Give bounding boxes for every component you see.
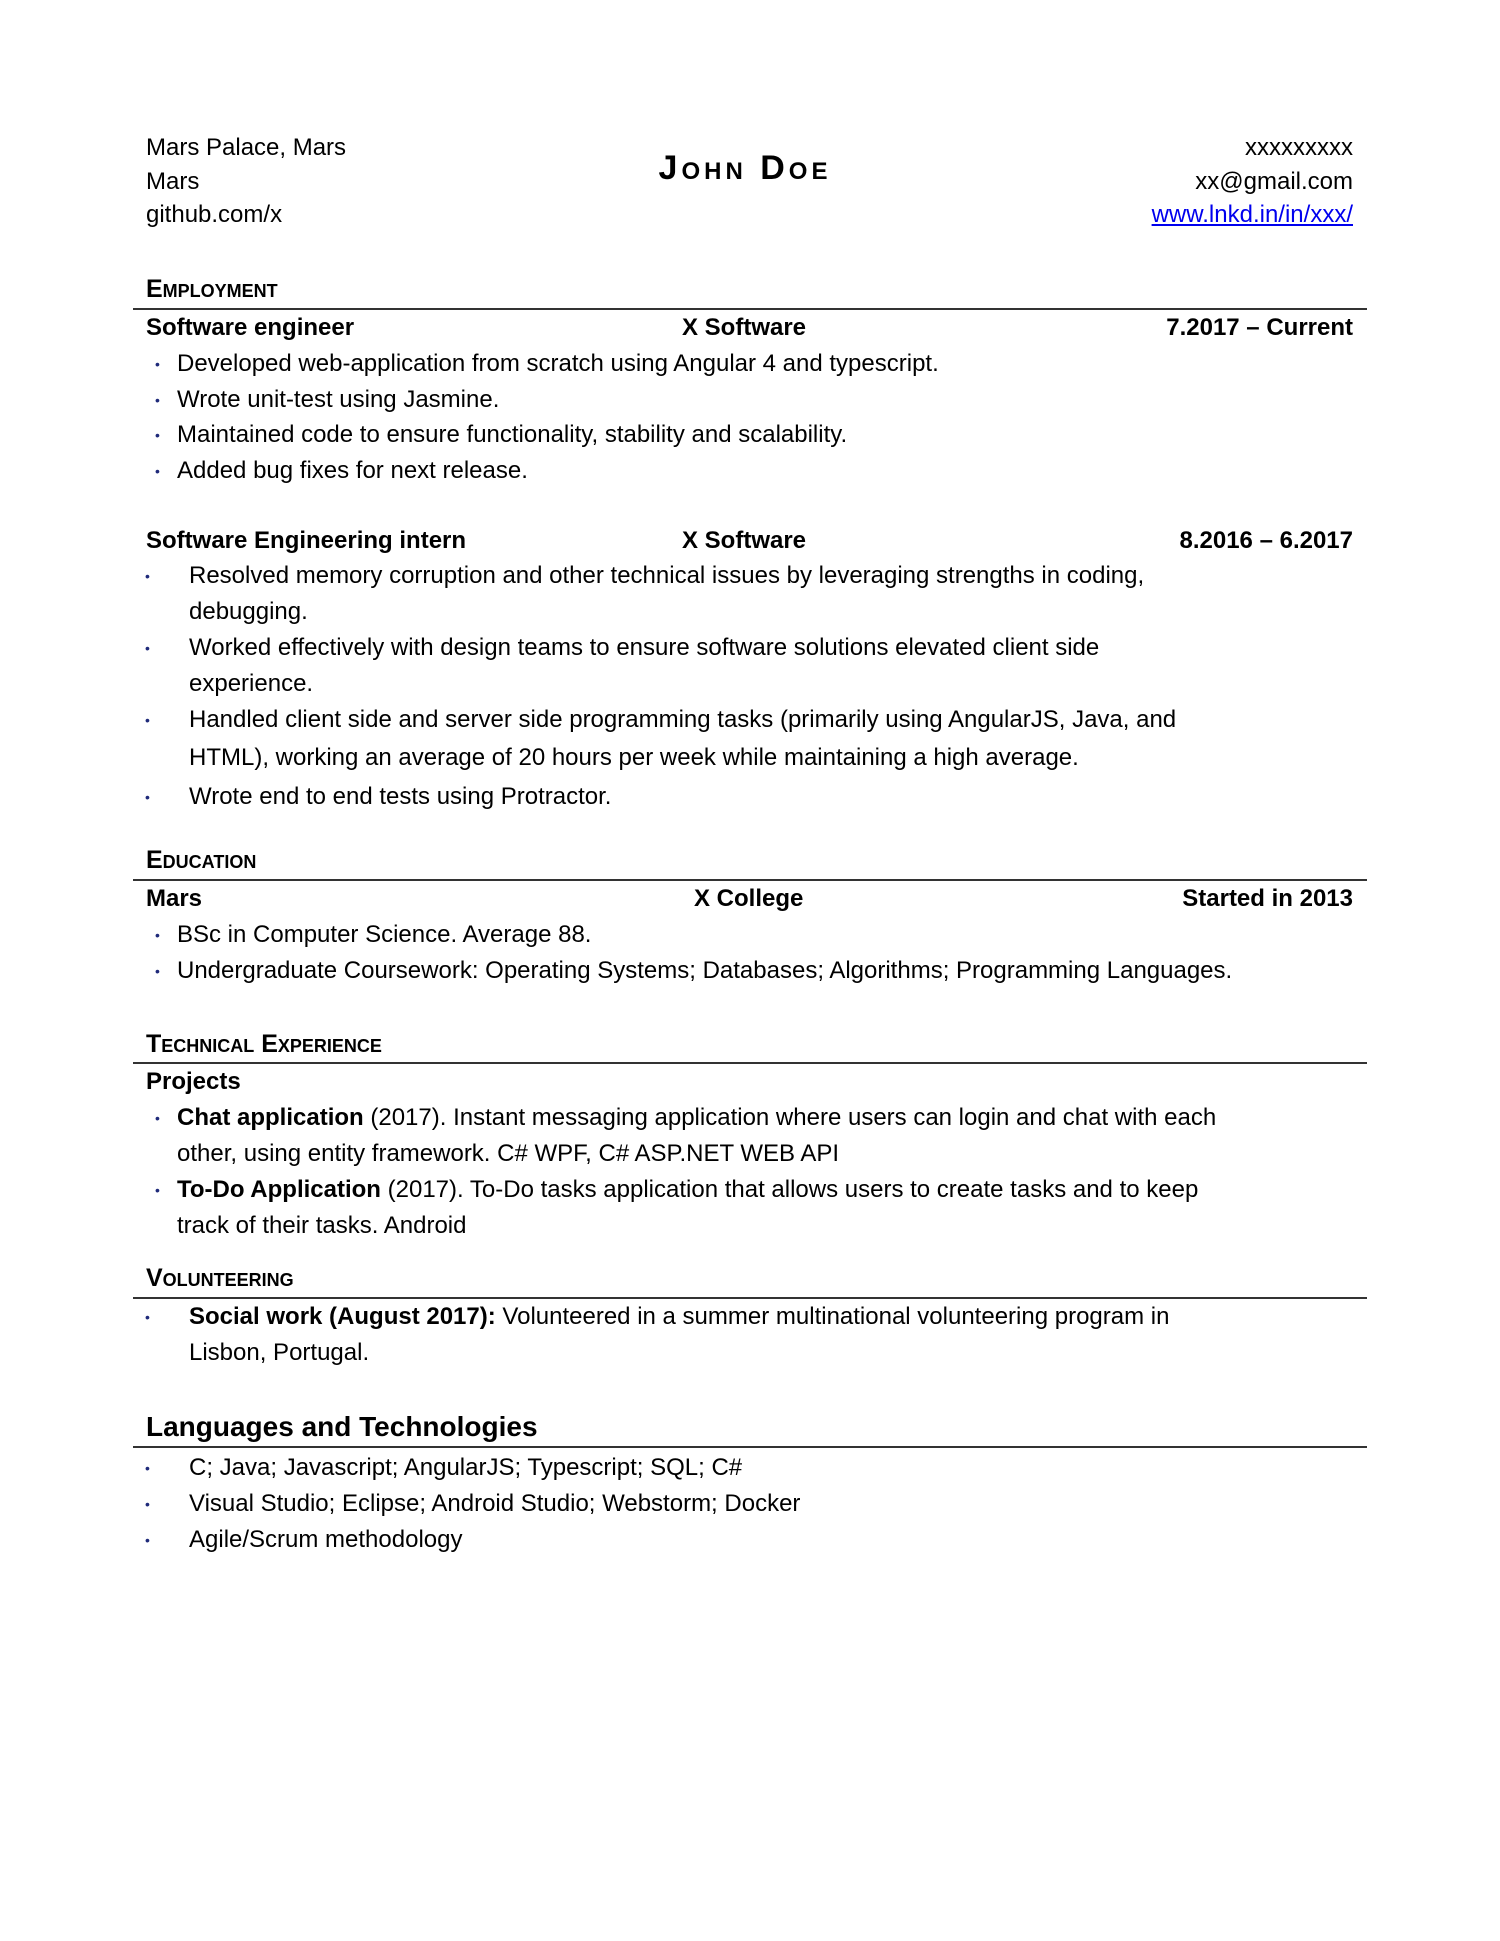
bullet-icon: • — [155, 963, 160, 979]
bullet-text: Wrote end to end tests using Protractor. — [189, 783, 612, 810]
volunteering-desc-cont: Lisbon, Portugal. — [189, 1339, 370, 1366]
volunteering-desc: Volunteered in a summer multinational volunteering program in — [495, 1303, 1170, 1330]
bullet-text: BSc in Computer Science. Average 88. — [177, 921, 592, 948]
project-desc-cont: track of their tasks. Android — [177, 1212, 467, 1239]
bullet-icon: • — [155, 392, 160, 408]
volunteering-title: Social work (August 2017): — [189, 1303, 496, 1330]
section-divider — [133, 1062, 1367, 1064]
bullet-text: Maintained code to ensure functionality, stability and scalability. — [177, 421, 848, 448]
section-divider — [133, 1446, 1367, 1448]
bullet-text: Added bug fixes for next release. — [177, 457, 528, 484]
bullet-icon: • — [145, 640, 150, 656]
project-item — [177, 1172, 1198, 1208]
job-dates: 7.2017 – Current — [1166, 314, 1353, 341]
bullet-icon: • — [145, 1309, 150, 1325]
bullet-icon: • — [145, 1496, 150, 1512]
bullet-text: Developed web-application from scratch using Angular 4 and typescript. — [177, 350, 939, 377]
bullet-text: Agile/Scrum methodology — [189, 1526, 463, 1553]
job-title: Software Engineering intern — [146, 527, 467, 554]
project-desc: (2017). Instant messaging application where users can login and chat with each — [363, 1104, 1217, 1131]
bullet-icon: • — [155, 1110, 160, 1126]
project-item — [177, 1100, 1216, 1136]
job-title: Software engineer — [146, 314, 355, 341]
address-line: Mars Palace, Mars — [146, 134, 347, 161]
education-school: X College — [694, 885, 804, 912]
bullet-text: Visual Studio; Eclipse; Android Studio; Webstorm; Docker — [189, 1490, 801, 1517]
bullet-text: Resolved memory corruption and other technical issues by leveraging strengths in coding, — [189, 562, 1145, 589]
bullet-icon: • — [145, 712, 150, 728]
education-heading: Education — [146, 846, 257, 874]
languages-heading: Languages and Technologies — [146, 1411, 538, 1442]
bullet-text: Wrote unit-test using Jasmine. — [177, 386, 500, 413]
city-line: Mars — [146, 168, 200, 195]
project-name: To-Do Application — [177, 1176, 381, 1203]
candidate-name: John Doe — [658, 149, 832, 187]
education-dates: Started in 2013 — [1182, 885, 1353, 912]
project-name: Chat application — [177, 1104, 364, 1131]
bullet-text: HTML), working an average of 20 hours per week while maintaining a high average. — [189, 744, 1079, 771]
project-desc-cont: other, using entity framework. C# WPF, C# ASP.NET WEB API — [177, 1140, 840, 1167]
job-dates: 8.2016 – 6.2017 — [1179, 527, 1353, 554]
employment-heading: Employment — [146, 275, 278, 303]
bullet-icon: • — [155, 356, 160, 372]
technical-heading: Technical Experience — [146, 1030, 382, 1058]
volunteering-item — [189, 1299, 1169, 1335]
bullet-text: experience. — [189, 670, 314, 697]
phone: xxxxxxxxx — [1245, 134, 1353, 161]
bullet-icon: • — [155, 927, 160, 943]
bullet-icon: • — [145, 789, 150, 805]
job-company: X Software — [682, 314, 807, 341]
github-link[interactable]: github.com/x — [146, 201, 283, 228]
bullet-icon: • — [155, 427, 160, 443]
bullet-text: Handled client side and server side programming tasks (primarily using AngularJS, Java, and — [189, 706, 1177, 733]
bullet-icon: • — [155, 1182, 160, 1198]
bullet-text: Worked effectively with design teams to ensure software solutions elevated client side — [189, 634, 1100, 661]
bullet-icon: • — [145, 1532, 150, 1548]
education-place: Mars — [146, 885, 203, 912]
bullet-icon: • — [155, 463, 160, 479]
linkedin-link[interactable]: www.lnkd.in/in/xxx/ — [1151, 201, 1353, 228]
job-company: X Software — [682, 527, 807, 554]
projects-subheading: Projects — [146, 1068, 241, 1095]
volunteering-heading: Volunteering — [146, 1264, 294, 1292]
bullet-icon: • — [145, 568, 150, 584]
project-desc: (2017). To-Do tasks application that allows users to create tasks and to keep — [380, 1176, 1199, 1203]
bullet-icon: • — [145, 1460, 150, 1476]
bullet-text: C; Java; Javascript; AngularJS; Typescript; SQL; C# — [189, 1454, 743, 1481]
bullet-text: Undergraduate Coursework: Operating Systems; Databases; Algorithms; Programming Languages. — [177, 957, 1233, 984]
email: xx@gmail.com — [1195, 168, 1353, 195]
bullet-text: debugging. — [189, 598, 308, 625]
